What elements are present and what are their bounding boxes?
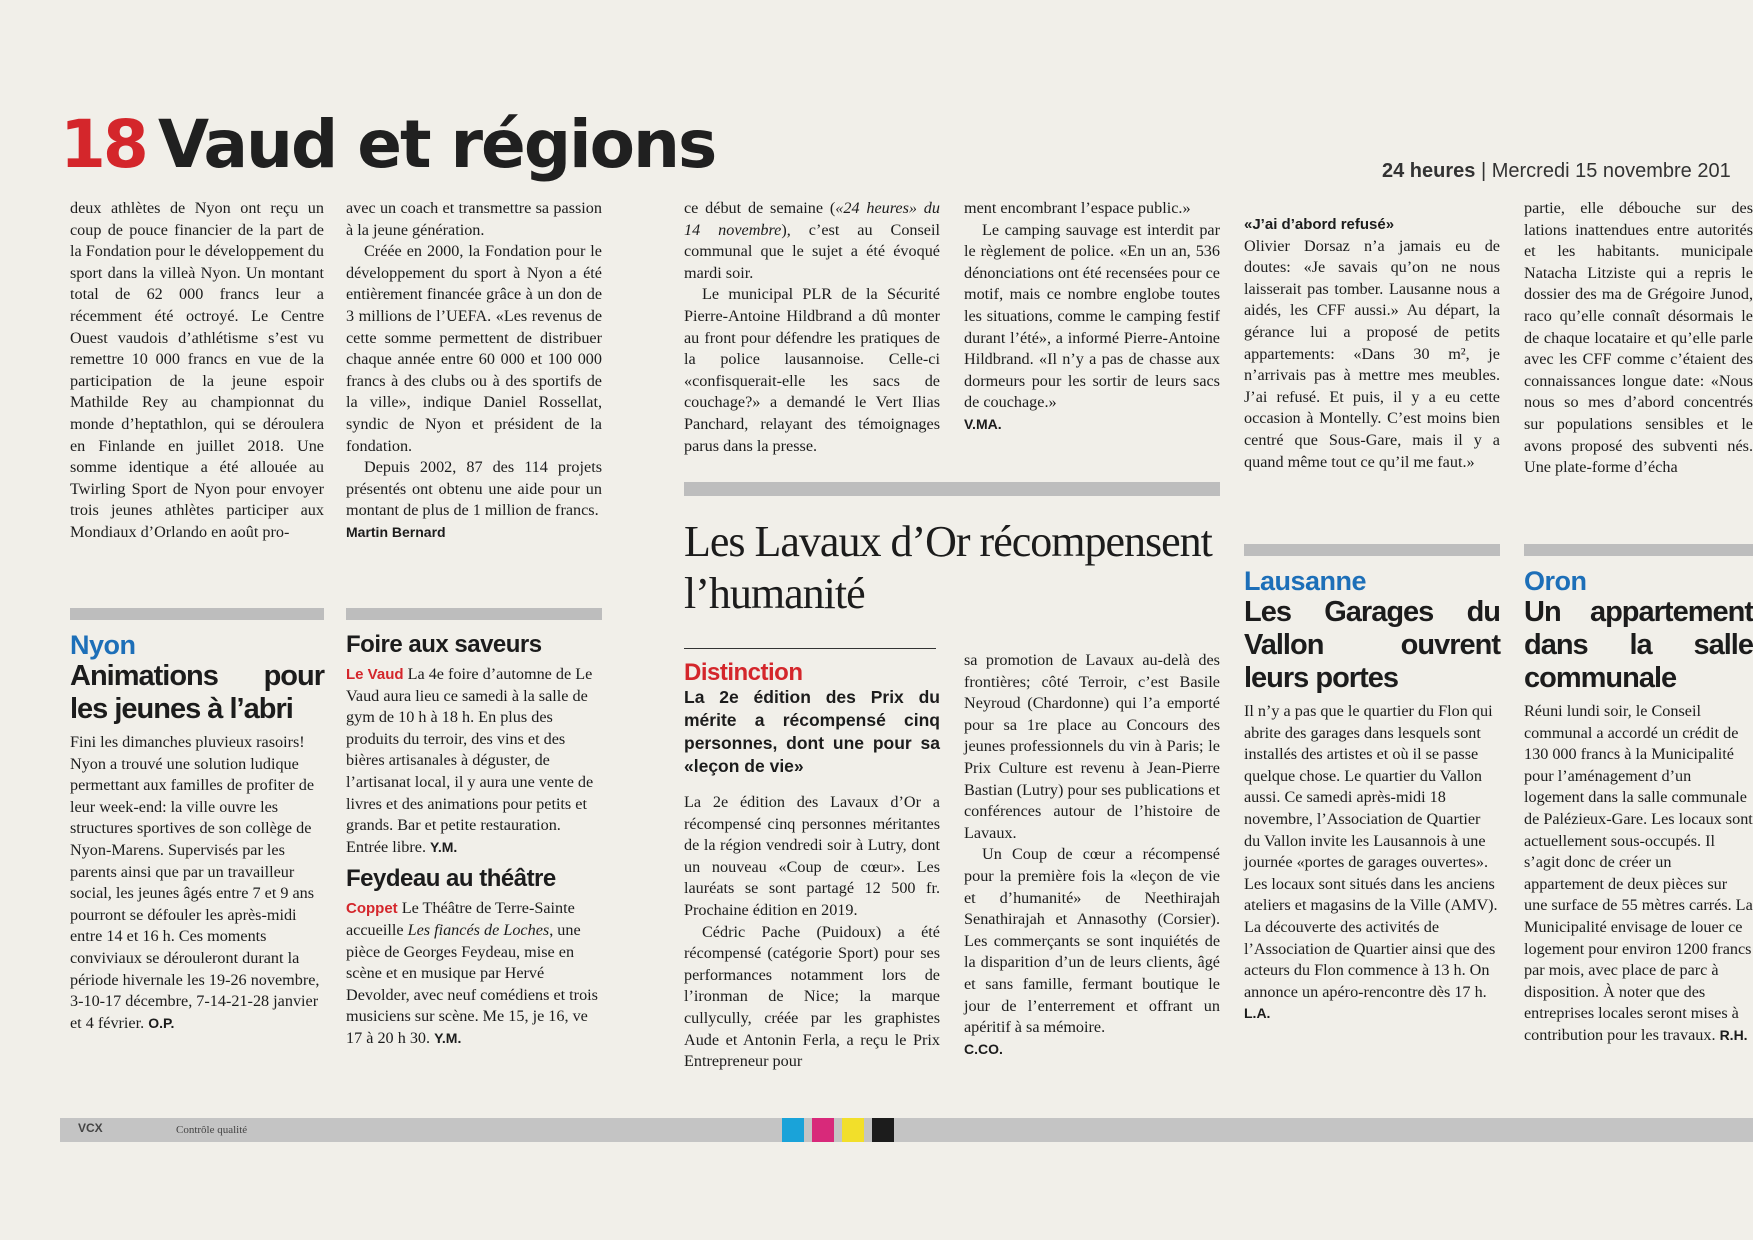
lavaux-dek: La 2e édition des Prix du mérite a récompensé cinq personnes, dont une pour sa «leçon de vie» [684,687,940,776]
feydeau-body-b: , une pièce de Georges Feydeau, mise en scène et en musique par Hervé Devolder, avec neuf comédiens et trois musiciens sur scène. Me 15, je 16, ve 17 à 20 h 30. [346,920,598,1047]
col4-signature: V.MA. [964,415,1002,432]
col3-p1b: ), c’est au Conseil communal que le sujet a été évoqué mardi soir. [684,220,940,282]
section-bar [1524,544,1753,556]
section-bar [346,608,602,620]
cyan-swatch [782,1118,804,1142]
col3-citation: «24 heures» du 14 novembre [684,199,940,239]
column-4 [964,198,1220,436]
nyon-headline: Animations pour les jeunes à l’abri [70,660,324,725]
col5-p1: Olivier Dorsaz n’a jamais eu de doutes: «Je savais qu’on ne nous laisserait pas tomber. Lausanne nous a aidés, les CFF aussi.» Au départ, la gérance lui a proposé de petits appartements: «Dans 30 m², je n’arrivais pas à mettre mes meubles. J’ai refusé. Et puis, il y a eu cette occasion à Montelly. C’est moins bien centré que Sous-Gare, mais il y a quand même tout ce qu’il me faut.» [1244,236,1500,471]
magenta-swatch [812,1118,834,1142]
strip-label: Contrôle qualité [176,1124,248,1136]
nyon-kicker: Nyon [70,630,136,660]
lavaux-p2: Cédric Pache (Puidoux) a été récompensé (catégorie Sport) pour ses performances notamment lors de l’ironman de Nice; la marque cullycully, créée par les graphistes Aude et Antonin Ferla, a reçu le Prix Entrepreneur pour [684,922,940,1071]
section-bar [70,608,324,620]
col3-p1 [684,198,940,284]
lavaux-p4: Un Coup de cœur a récompensé pour la première fois la «leçon de vie et d’humanité» de Neethirajah Senathirajah et Annasothy (Corsier). Les commerçants se sont inquiétés de la disparition d’un de leurs clients, âgé et sans famille, fermant boutique le jour de l’enterrement et offrant un apéritif à sa mémoire. [964,845,1220,1037]
col5-subhead: «J’ai d’abord refusé» [1244,216,1395,233]
feydeau-lead: Coppet [346,900,398,918]
col3-p1a: ce début de semaine ( [684,199,836,217]
page-number: 18 [60,106,146,183]
column-6 [1524,198,1753,479]
lausanne-kicker: Lausanne [1244,566,1367,596]
regional-briefs [346,608,602,1050]
masthead-info [1382,160,1731,183]
lavaux-kicker: Distinction [684,659,803,686]
column-2 [346,198,602,544]
col2-signature: Martin Bernard [346,523,446,540]
lavaux-signature: C.CO. [964,1040,1003,1057]
feydeau-title: Les fiancés de Loches [407,920,550,939]
feature-bar [684,482,1220,496]
col4-p1: ment encombrant l’espace public.» [964,199,1191,217]
feydeau-body-a: Le Théâtre de Terre-Sainte accueille [346,899,575,939]
feydeau-headline: Feydeau au théâtre [346,865,556,893]
foire-body: La 4e foire d’automne de Le Vaud aura lieu ce samedi à la salle de gym de 10 h à 18 h. En plus des produits du terroir, des vins et des bières artisanales à déguster, de l’artisanat local, il y aura une vente de livres et des animations pour petits et grands. Bar et petite restauration. Entrée libre. [346,665,594,856]
oron-body: Réuni lundi soir, le Conseil communal a accordé un crédit de 130 000 francs à la Municipalité pour l’aménagement d’un logement dans la salle communale de Palézieux-Gare. Les locaux sont actuellement sous-occupés. Il s’agit donc de créer un appartement de deux pièces sur une surface de 55 mètres carrés. La Municipalité envisage de louer ce logement pour environ 1200 francs par mois, avec place de parc à disposition. À noter que des entreprises locales seront mises à contribution pour les travaux. [1524,702,1753,1044]
yellow-swatch [842,1118,864,1142]
oron-signature: R.H. [1719,1026,1748,1043]
column-1 [70,198,324,544]
col1-continued-text: deux athlètes de Nyon ont reçu un coup de pouce financier de la part de la Fondation pour le développement du sport dans la villeà Nyon. Un montant total de 62 000 francs leur a récemment été octroyé. Le Centre Ouest vaudois d’athlétisme s’est vu remettre 10 000 francs en vue de la participation de la jeune espoir Mathilde Rey au championnat du monde d’heptathlon, qui se déroulera en Finlande en juillet 2018. Une somme identique a été allouée au Twirling Sport de Nyon pour envoyer trois jeunes athlètes participer aux Mondiaux d’Orlando en août pro- [70,199,324,541]
foire-signature: Y.M. [430,838,458,855]
control-strip [60,1118,1753,1142]
black-swatch [872,1118,894,1142]
col2-p3: Depuis 2002, 87 des 114 projets présentés ont obtenu une aide pour un montant de plus de 1 million de francs. [346,458,602,520]
nyon-body: Fini les dimanches pluvieux rasoirs! Nyon a trouvé une solution ludique permettant aux familles de profiter de leur week-end: la ville ouvre les structures sportives de son collège de Nyon-Marens. Supervisés par les parents ainsi que par un travailleur social, les jeunes âgés entre 7 et 9 ans pourront se défouler les après-midi entre 14 et 16 h. Ces moments conviviaux se dérouleront durant la période hivernale les 19-26 novembre, 3-10-17 décembre, 7-14-21-28 janvier et 4 février. [70,733,320,1032]
col2-p2: Créée en 2000, la Fondation pour le développement du sport à Nyon a été entièrement financée grâce à un don de 3 millions de l’UEFA. «Les revenus de cette somme permettent de distribuer chaque année entre 60 000 et 100 000 francs à des clubs ou à des sportifs de la ville», indique Daniel Rossellat, syndic de Nyon et président de la fondation. [346,242,602,455]
lausanne-brief [1244,544,1500,1025]
lavaux-col-left [684,660,940,1073]
col3-p2: Le municipal PLR de la Sécurité Pierre-Antoine Hildbrand a dû monter au front pour défendre les pratiques de la police lausannoise. Celle-ci «confisquerait-elle les sacs de couchage?» a demandé le Vert Ilias Panchard, relayant des témoignages parus dans la presse. [684,285,940,455]
feydeau-signature: Y.M. [434,1029,462,1046]
column-5 [1244,214,1500,473]
oron-kicker: Oron [1524,566,1587,596]
oron-brief [1524,544,1753,1047]
col4-p2: Le camping sauvage est interdit par le règlement de police. «En un an, 536 dénonciations ont été recensées pour ce motif, mais ce nombre englobe toutes les situations, comme le camping festif durant l’été», a informé Pierre-Antoine Hildbrand. «Il n’y a pas de chasse aux dormeurs pour les sortir de leurs sacs de couchage.» [964,220,1220,412]
lausanne-signature: L.A. [1244,1005,1271,1022]
issue-date: Mercredi 15 novembre 201 [1491,160,1731,182]
lavaux-col-right [964,650,1220,1060]
nyon-signature: O.P. [148,1014,175,1031]
paper-name: 24 heures [1382,160,1476,182]
foire-headline: Foire aux saveurs [346,631,542,658]
lavaux-title: Les Lavaux d’Or récompensent l’humanité [684,517,1212,618]
lavaux-p3: sa promotion de Lavaux au-delà des frontières; côté Terroir, c’est Basile Neyroud (Chardonne) qui l’a emporté pour sa 1re place au Concours des jeunes professionnels du vin à Paris; le Prix Culture est revenu à Jean-Pierre Bastian (Lutry) pour ses publications et conférences autour de l’histoire de Lavaux. [964,651,1220,842]
col2-p1: avec un coach et transmettre sa passion à la jeune génération. [346,199,602,239]
strip-code: VCX [78,1121,103,1135]
lausanne-headline: Les Garages du Vallon ouvrent leurs portes [1244,596,1500,694]
lausanne-body: Il n’y a pas que le quartier du Flon qui abrite des garages dans lesquels sont installés des artistes et où il se passe quelque chose. Le quartier du Vallon aussi. Ce samedi après-midi 18 novembre, l’Association de Quartier du Vallon invite les Lausannois à une journée «portes de garages ouvertes». Les locaux sont situés dans les anciens ateliers et magasins de la Ville (AMV). La découverte des activités de l’Association de Quartier ainsi que des acteurs du Flon commence à 13 h. On annonce un apéro-rencontre dès 17 h. [1244,702,1498,1001]
oron-headline: Un appartement dans la salle communale [1524,596,1753,694]
col6-continued-text: partie, elle débouche sur des lations inattendues entre autorités et les habitants. municipale Natacha Litziste qui a repris le dossier des ma de Grégoire Junod, raco qu’elle connaît désormais le de chaque locataire et qu’elle parle avec les CFF comme c’étaient des connaissances longue date: «Nous nous so mes d’abord concentrés sur populations sensibles et le avons proposé des subventi nés. Une plate-forme d’écha [1524,199,1753,477]
masthead-separator: | [1480,160,1487,182]
section-title: Vaud et régions [158,106,716,183]
lavaux-p1: La 2e édition des Lavaux d’Or a récompensé cinq personnes méritantes de la région vendredi soir à Lutry, dont un nouveau «Coup de cœur». Les lauréats se sont partagé 12 500 fr. Prochaine édition en 2019. [684,793,940,919]
foire-lead: Le Vaud [346,666,404,683]
feature-rule [684,648,936,649]
column-3 [684,198,940,457]
section-bar [1244,544,1500,556]
nyon-brief [70,608,324,1034]
